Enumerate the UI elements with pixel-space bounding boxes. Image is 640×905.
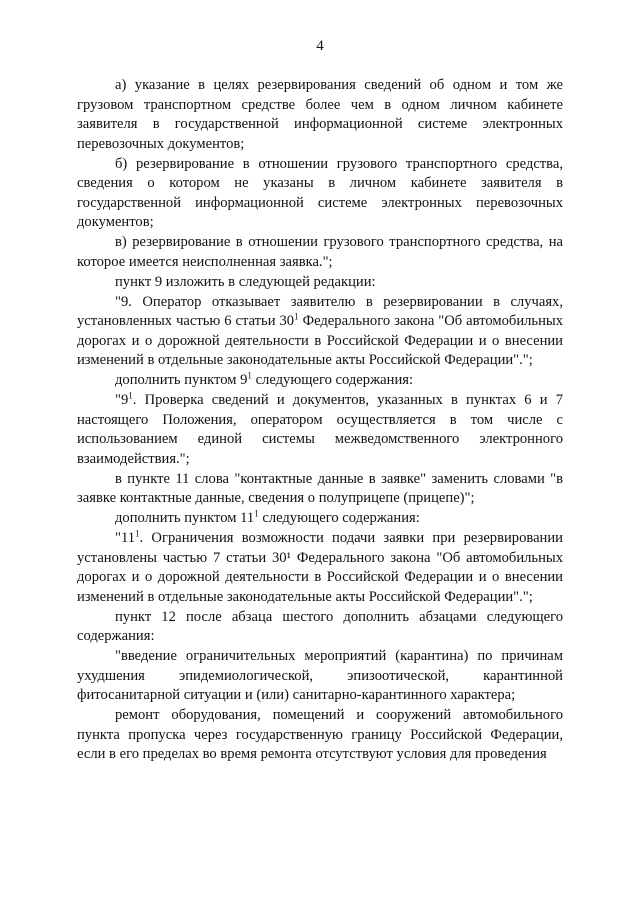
document-body [77, 76, 563, 765]
paragraph-item-11-1: "$11^1$. Ограничения возможности подачи заявки при резервировании установлены частью 7 статьи 30¹ Федерального закона "Об автомобильных дорогах и о дорожной деятельности в Российской Федерации и о внесении изменений в отдельные законодательные акты Российской Федерации"."; [77, 528, 563, 605]
paragraph-item-11: в пункте 11 слова "контактные данные в заявке" заменить словами "в заявке контактные данные, сведения о полуприцепе (прицепе)"; [77, 470, 563, 506]
paragraph-item-9: "9. Оператор отказывает заявителю в резервировании в случаях, установленных частью 6 статьи $30^1$ Федерального закона "Об автомобильных дорогах и о дорожной деятельности в Российской Федерации и о внесении изменений в отдельные законодательные акты Российской Федерации"."; [77, 293, 563, 368]
page-number: 4 [316, 38, 324, 54]
paragraph-item-9-intro: пункт 9 изложить в следующей редакции: [115, 273, 376, 290]
paragraph-item-9-1-intro: дополнить пунктом $9^1$ следующего содержания: [115, 370, 414, 388]
paragraph-item-12-intro: пункт 12 после абзаца шестого дополнить абзацами следующего содержания: [77, 608, 563, 644]
paragraph-repair: ремонт оборудования, помещений и сооружений автомобильного пункта пропуска через государственную границу Российской Федерации, если в его пределах во время ремонта отсутствуют условия для проведения [77, 707, 563, 762]
paragraph-item-9-1: "$9^1$. Проверка сведений и документов, указанных в пунктах 6 и 7 настоящего Положения, оператором осуществляется в том числе с использованием единой системы межведомственного электронного взаимодействия."; [77, 390, 563, 467]
paragraph-quarantine: "введение ограничительных мероприятий (карантина) по причинам ухудшения эпидемиологической, эпизоотической, карантинной фитосанитарной ситуации и (или) санитарно-карантинного характера; [77, 648, 563, 703]
paragraph-b: б) резервирование в отношении грузового транспортного средства, сведения о котором не указаны в личном кабинете заявителя в государственной информационной системе электронных перевозочных документов; [77, 155, 563, 230]
paragraph-v: в) резервирование в отношении грузового транспортного средства, на которое имеется неисполненная заявка."; [77, 234, 563, 270]
paragraph-a: а) указание в целях резервирования сведений об одном и том же грузовом транспортном средстве более чем в одном личном кабинете заявителя в государственной информационной системе электронных перевозочных документов; [77, 77, 563, 152]
paragraph-item-11-1-intro: дополнить пунктом $11^1$ следующего содержания: [115, 508, 420, 526]
